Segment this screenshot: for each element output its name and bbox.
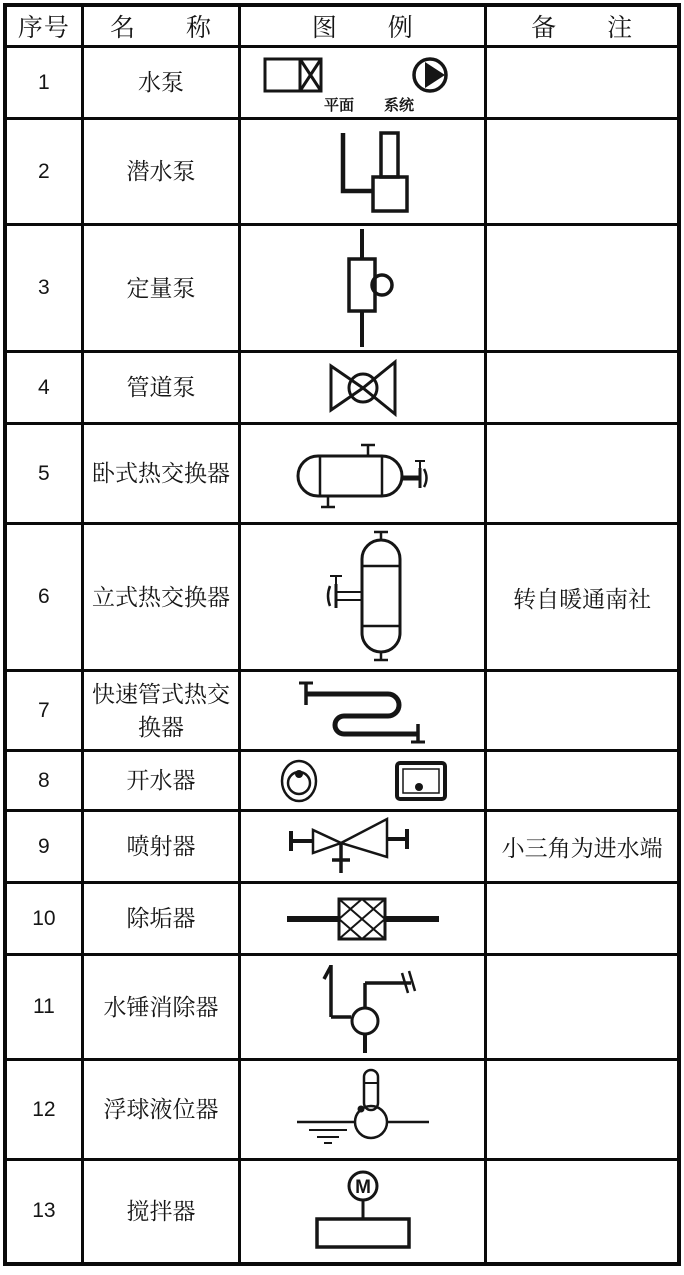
legend-symbol-cell bbox=[240, 424, 486, 524]
legend-symbol-cell bbox=[240, 1160, 486, 1264]
equipment-name: 水锤消除器 bbox=[103, 993, 219, 1020]
legend-symbol-cell bbox=[240, 671, 486, 751]
water-hammer-arrester-icon bbox=[303, 957, 423, 1057]
legend-symbol-cell bbox=[240, 352, 486, 424]
header-remark-col: 备 注 bbox=[486, 5, 679, 47]
row-number: 7 bbox=[38, 698, 50, 722]
equipment-name: 快速管式热交换器 bbox=[92, 681, 231, 740]
equipment-name: 潜水泵 bbox=[126, 158, 196, 185]
remark-cell bbox=[486, 524, 679, 671]
submersible-pump-icon bbox=[315, 129, 411, 215]
legend-symbol-cell bbox=[240, 524, 486, 671]
plan-label: 平面 bbox=[323, 96, 354, 113]
equipment-name-cell bbox=[82, 352, 240, 424]
quick-tube-heat-exchanger-icon bbox=[288, 674, 438, 748]
motor-letter: M bbox=[354, 1177, 371, 1199]
equipment-name: 开水器 bbox=[126, 767, 196, 794]
row-number-cell bbox=[5, 811, 82, 883]
equipment-name: 定量泵 bbox=[126, 274, 196, 301]
table-row bbox=[5, 352, 679, 424]
equipment-name: 立式热交换器 bbox=[92, 583, 231, 610]
row-number-cell bbox=[5, 1060, 82, 1160]
equipment-name-cell bbox=[82, 1060, 240, 1160]
table-row bbox=[5, 524, 679, 671]
row-number-cell bbox=[5, 671, 82, 751]
row-number: 2 bbox=[38, 159, 50, 183]
legend-symbol-cell bbox=[240, 883, 486, 955]
legend-symbol-cell bbox=[240, 47, 486, 119]
agitator-symbol bbox=[242, 1169, 483, 1253]
remark-text: 转自暖通南社 bbox=[513, 585, 652, 612]
header-legend-col: 图 例 bbox=[240, 5, 486, 47]
equipment-name-cell bbox=[82, 1160, 240, 1264]
table-row bbox=[5, 883, 679, 955]
remark-text: 小三角为进水端 bbox=[501, 835, 663, 861]
equipment-name: 管道泵 bbox=[126, 374, 196, 401]
symbol-legend-table bbox=[3, 3, 681, 1266]
header-name-col: 名 称 bbox=[82, 5, 240, 47]
header-number-col: 序号 bbox=[5, 5, 82, 47]
float-level-indicator-icon bbox=[293, 1065, 433, 1155]
row-number-cell bbox=[5, 225, 82, 352]
water-hammer-arrester-symbol bbox=[242, 957, 483, 1057]
row-number-cell bbox=[5, 883, 82, 955]
quick-tube-heat-exchanger-symbol bbox=[242, 674, 483, 748]
submersible-pump-symbol bbox=[242, 129, 483, 215]
equipment-name-cell bbox=[82, 751, 240, 811]
equipment-name-cell bbox=[82, 671, 240, 751]
descaler-symbol bbox=[242, 894, 483, 944]
table-row bbox=[5, 955, 679, 1060]
ejector-symbol bbox=[242, 815, 483, 879]
table-row bbox=[5, 47, 679, 119]
vertical-heat-exchanger-symbol bbox=[242, 526, 483, 668]
row-number: 9 bbox=[38, 834, 50, 858]
equipment-name: 浮球液位器 bbox=[103, 1096, 219, 1123]
row-number: 5 bbox=[38, 461, 50, 485]
header-row bbox=[5, 5, 679, 47]
row-number: 11 bbox=[32, 995, 55, 1018]
system-label: 系统 bbox=[383, 96, 414, 113]
row-number: 12 bbox=[32, 1097, 56, 1121]
metering-pump-icon bbox=[330, 227, 396, 349]
row-number-cell bbox=[5, 524, 82, 671]
row-number-cell bbox=[5, 47, 82, 119]
descaler-icon bbox=[285, 894, 441, 944]
row-number-cell bbox=[5, 424, 82, 524]
row-number-cell bbox=[5, 751, 82, 811]
table-row bbox=[5, 225, 679, 352]
remark-cell bbox=[486, 119, 679, 225]
remark-cell bbox=[486, 751, 679, 811]
remark-cell bbox=[486, 47, 679, 119]
table-row bbox=[5, 811, 679, 883]
horizontal-heat-exchanger-symbol bbox=[242, 436, 483, 512]
horizontal-heat-exchanger-icon bbox=[294, 436, 432, 512]
equipment-name: 搅拌器 bbox=[126, 1198, 196, 1225]
table-row bbox=[5, 119, 679, 225]
remark-cell bbox=[486, 955, 679, 1060]
equipment-name-cell bbox=[82, 524, 240, 671]
legend-symbol-cell bbox=[240, 119, 486, 225]
table-row bbox=[5, 1060, 679, 1160]
table-body bbox=[5, 47, 679, 1264]
metering-pump-symbol bbox=[242, 227, 483, 349]
row-number-cell bbox=[5, 119, 82, 225]
pipeline-pump-icon bbox=[325, 357, 401, 419]
row-number: 8 bbox=[38, 768, 50, 792]
water-pump-symbol bbox=[242, 53, 483, 113]
pipeline-pump-symbol bbox=[242, 357, 483, 419]
remark-cell bbox=[486, 1160, 679, 1264]
row-number-cell bbox=[5, 955, 82, 1060]
water-boiler-icon bbox=[275, 757, 451, 805]
equipment-name: 水泵 bbox=[138, 69, 185, 96]
float-level-indicator-symbol bbox=[242, 1065, 483, 1155]
row-number-cell bbox=[5, 1160, 82, 1264]
remark-cell bbox=[486, 671, 679, 751]
equipment-name-cell bbox=[82, 47, 240, 119]
remark-cell bbox=[486, 1060, 679, 1160]
row-number-cell bbox=[5, 352, 82, 424]
remark-cell bbox=[486, 424, 679, 524]
remark-cell bbox=[486, 883, 679, 955]
table-row bbox=[5, 751, 679, 811]
legend-symbol-cell bbox=[240, 1060, 486, 1160]
legend-symbol-cell bbox=[240, 811, 486, 883]
equipment-name-cell bbox=[82, 424, 240, 524]
remark-cell bbox=[486, 352, 679, 424]
legend-symbol-cell bbox=[240, 955, 486, 1060]
equipment-name-cell bbox=[82, 955, 240, 1060]
equipment-name-cell bbox=[82, 225, 240, 352]
remark-cell bbox=[486, 225, 679, 352]
legend-symbol-cell bbox=[240, 751, 486, 811]
table-row bbox=[5, 671, 679, 751]
water-boiler-symbol bbox=[242, 757, 483, 805]
equipment-name-cell bbox=[82, 883, 240, 955]
ejector-icon bbox=[281, 815, 445, 879]
table-row bbox=[5, 1160, 679, 1264]
equipment-name: 喷射器 bbox=[126, 833, 196, 860]
agitator-icon bbox=[311, 1169, 415, 1253]
row-number: 6 bbox=[38, 585, 50, 608]
row-number: 13 bbox=[32, 1199, 56, 1223]
table-row bbox=[5, 424, 679, 524]
equipment-name: 除垢器 bbox=[126, 905, 196, 932]
vertical-heat-exchanger-icon bbox=[318, 526, 408, 668]
equipment-name: 卧式热交换器 bbox=[92, 460, 231, 487]
equipment-name-cell bbox=[82, 119, 240, 225]
water-pump-icon bbox=[260, 53, 466, 113]
legend-symbol-cell bbox=[240, 225, 486, 352]
remark-cell bbox=[486, 811, 679, 883]
row-number: 1 bbox=[38, 70, 50, 94]
equipment-name-cell bbox=[82, 811, 240, 883]
row-number: 10 bbox=[32, 906, 56, 930]
row-number: 4 bbox=[38, 375, 50, 399]
row-number: 3 bbox=[38, 276, 50, 299]
